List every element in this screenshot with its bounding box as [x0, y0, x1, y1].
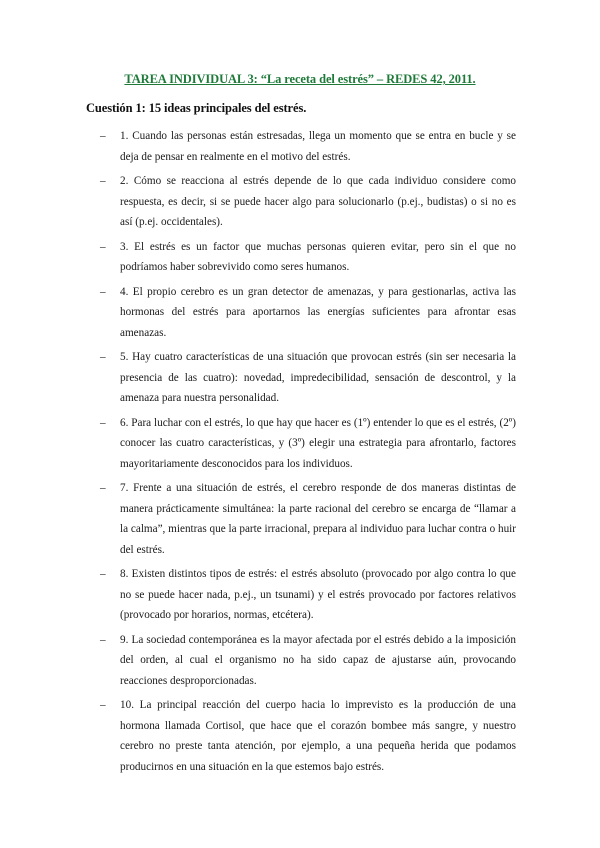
list-item — [86, 564, 516, 626]
list-item-text: 9. La sociedad contemporánea es la mayor afectada por el estrés debido a la imposición del orden, al cual el organismo no ha sido capaz de ajustarse aún, provocando reacciones desproporcionadas. — [120, 633, 516, 687]
list-item — [86, 282, 516, 344]
bullet-dash: – — [100, 285, 106, 298]
bullet-dash: – — [100, 699, 106, 711]
bullet-dash: – — [100, 482, 106, 494]
list-item-text: 1. Cuando las personas están estresadas, llega un momento que se entra en bucle y se deja de pensar en realmente en el motivo del estrés. — [120, 130, 516, 163]
section-heading: Cuestión 1: 15 ideas principales del estrés. — [86, 101, 307, 115]
list-item-text: 2. Cómo se reacciona al estrés depende de lo que cada individuo considere como respuesta, es decir, si se puede hacer algo para solucionarlo (p.ej., budistas) o si no es así (p.ej. occidentales). — [120, 175, 516, 228]
bullet-dash: – — [100, 240, 106, 253]
list-item — [86, 171, 516, 233]
list-item — [86, 237, 516, 278]
bullet-dash: – — [100, 416, 106, 429]
list-item-text: 3. El estrés es un factor que muchas personas quieren evitar, pero sin el que no podríamos haber sobrevivido como seres humanos. — [120, 240, 516, 273]
list-item-text: 5. Hay cuatro características de una situación que provocan estrés (sin ser necesaria la presencia de las cuatro): novedad, impredecibilidad, sensación de descontrol, y la amenaza para nuestra personalidad. — [120, 351, 516, 404]
document-title: TAREA INDIVIDUAL 3: “La receta del estrés” – REDES 42, 2011. — [124, 72, 476, 86]
list-item-text: 6. Para luchar con el estrés, lo que hay que hacer es (1º) entender lo que es el estrés, (2º) conocer las cuatro características, y (3º) elegir una estrategia para afrontarlo, factores mayoritariamente desconocidos para los individuos. — [120, 416, 516, 470]
bullet-dash: – — [100, 633, 106, 646]
list-item — [86, 347, 516, 409]
ideas-list — [86, 126, 516, 781]
list-item — [86, 478, 516, 560]
list-item — [86, 126, 516, 167]
bullet-dash: – — [100, 175, 106, 187]
bullet-dash: – — [100, 130, 106, 142]
list-item — [86, 695, 516, 777]
list-item-text: 7. Frente a una situación de estrés, el cerebro responde de dos maneras distintas de manera prácticamente simultánea: la parte racional del cerebro se encarga de “llamar a la calma”, mientras que la parte irracional, prepara al individuo para luchar contra o huir del estrés. — [120, 482, 516, 556]
list-item-text: 8. Existen distintos tipos de estrés: el estrés absoluto (provocado por algo contra lo que no se puede hacer nada, p.ej., un tsunami) y el estrés provocado por factores relativos (provocado por horarios, normas, etcétera). — [120, 568, 516, 621]
bullet-dash: – — [100, 351, 106, 363]
list-item — [86, 413, 516, 475]
bullet-dash: – — [100, 568, 106, 580]
list-item-text: 4. El propio cerebro es un gran detector de amenazas, y para gestionarlas, activa las hormonas del estrés para aportarnos las energías suficientes para afrontar esas amenazas. — [120, 285, 516, 339]
list-item — [86, 630, 516, 692]
list-item-text: 10. La principal reacción del cuerpo hacia lo imprevisto es la producción de una hormona llamada Cortisol, que hace que el corazón bombee más sangre, y nuestro cerebro no preste tanta atención, por ejemplo, a una pequeña herida que podamos producirnos en una situación en la que estemos bajo estrés. — [120, 699, 516, 773]
